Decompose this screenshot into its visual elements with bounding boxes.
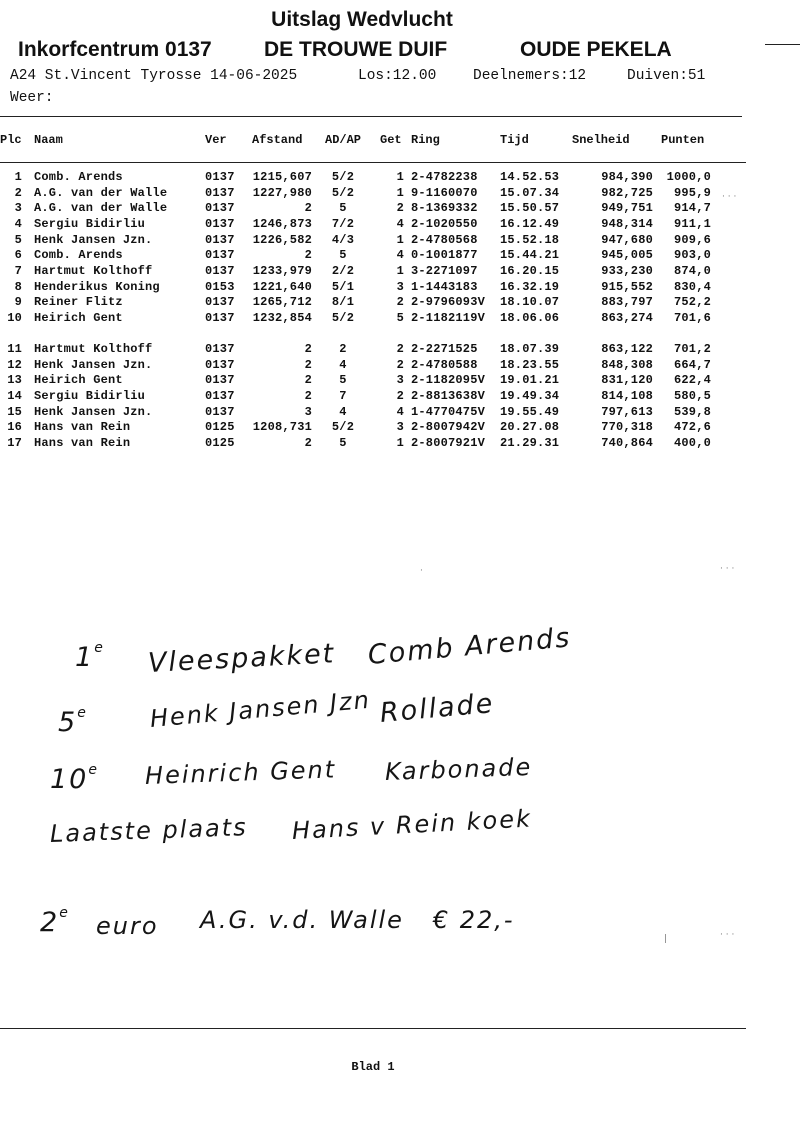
cell-punten: 400,0 bbox=[673, 436, 711, 450]
cell-snelheid: 933,230 bbox=[601, 264, 653, 278]
col-ver: Ver bbox=[205, 133, 227, 147]
cell-get: 2 bbox=[396, 389, 404, 403]
cell-naam: Heirich Gent bbox=[34, 311, 123, 325]
cell-afstand: 2 bbox=[304, 436, 312, 450]
cell-tijd: 15.52.18 bbox=[500, 233, 560, 247]
release-time: Los:12.00 bbox=[358, 68, 437, 84]
cell-plc: 13 bbox=[7, 373, 22, 387]
cell-ring: 2-2271525 bbox=[411, 342, 478, 356]
cell-punten: 701,6 bbox=[673, 311, 711, 325]
note-line: Laatste plaats bbox=[49, 813, 249, 848]
cell-naam: Comb. Arends bbox=[34, 248, 123, 262]
cell-snelheid: 814,108 bbox=[601, 389, 653, 403]
cell-tijd: 15.07.34 bbox=[500, 186, 560, 200]
cell-punten: 701,2 bbox=[673, 342, 711, 356]
col-punten: Punten bbox=[661, 133, 705, 147]
cell-punten: 472,6 bbox=[673, 420, 711, 434]
cell-afstand: 2 bbox=[304, 358, 312, 372]
note-line: Henk Jansen Jzn bbox=[148, 685, 372, 733]
note-line: Rollade bbox=[378, 688, 496, 729]
cell-ver: 0137 bbox=[205, 233, 235, 247]
club-place: OUDE PEKELA bbox=[520, 38, 672, 61]
cell-get: 5 bbox=[396, 311, 404, 325]
cell-afstand: 2 bbox=[304, 389, 312, 403]
weather-label: Weer: bbox=[10, 90, 54, 106]
cell-ver: 0137 bbox=[205, 389, 235, 403]
cell-snelheid: 949,751 bbox=[601, 201, 653, 215]
cell-ver: 0137 bbox=[205, 264, 235, 278]
cell-get: 4 bbox=[396, 217, 404, 231]
note-line: 10e bbox=[50, 762, 99, 795]
cell-ring: 0-1001877 bbox=[411, 248, 478, 262]
cell-tijd: 18.23.55 bbox=[500, 358, 560, 372]
note-line: 1e bbox=[75, 640, 105, 673]
col-ring: Ring bbox=[411, 133, 440, 147]
note-line: euro bbox=[96, 912, 159, 940]
note-line: Hans v Rein koek bbox=[291, 804, 533, 845]
cell-afstand: 2 bbox=[304, 373, 312, 387]
cell-adap: 2/2 bbox=[331, 264, 355, 278]
cell-tijd: 19.49.34 bbox=[500, 389, 560, 403]
cell-get: 4 bbox=[396, 405, 404, 419]
cell-naam: Hartmut Kolthoff bbox=[34, 342, 153, 356]
cell-plc: 12 bbox=[7, 358, 22, 372]
cell-adap: 5/1 bbox=[331, 280, 355, 294]
note-line: 2e bbox=[40, 905, 70, 938]
cell-naam: Reiner Flitz bbox=[34, 295, 123, 309]
cell-naam: Henderikus Koning bbox=[34, 280, 160, 294]
cell-ver: 0125 bbox=[205, 420, 235, 434]
race-info: A24 St.Vincent Tyrosse 14-06-2025 bbox=[10, 68, 298, 84]
cell-punten: 1000,0 bbox=[666, 170, 711, 184]
cell-ver: 0137 bbox=[205, 342, 235, 356]
scan-speck: | bbox=[664, 934, 668, 944]
cell-adap: 4/3 bbox=[331, 233, 355, 247]
cell-snelheid: 982,725 bbox=[601, 186, 653, 200]
cell-afstand: 1265,712 bbox=[252, 295, 312, 309]
footer-rule bbox=[0, 1028, 746, 1029]
cell-tijd: 21.29.31 bbox=[500, 436, 560, 450]
cell-adap: 7/2 bbox=[331, 217, 355, 231]
cell-ring: 2-1182095V bbox=[411, 373, 486, 387]
cell-naam: Henk Jansen Jzn. bbox=[34, 358, 153, 372]
cell-ver: 0137 bbox=[205, 217, 235, 231]
cell-punten: 903,0 bbox=[673, 248, 711, 262]
cell-adap: 4 bbox=[339, 358, 347, 372]
cell-adap: 2 bbox=[339, 342, 347, 356]
col-afstand: Afstand bbox=[252, 133, 303, 147]
cell-afstand: 2 bbox=[304, 342, 312, 356]
cell-afstand: 1232,854 bbox=[252, 311, 312, 325]
cell-punten: 539,8 bbox=[673, 405, 711, 419]
cell-punten: 874,0 bbox=[673, 264, 711, 278]
scan-speck: · · · bbox=[720, 930, 735, 940]
cell-plc: 1 bbox=[14, 170, 22, 184]
cell-plc: 2 bbox=[14, 186, 22, 200]
cell-snelheid: 863,274 bbox=[601, 311, 653, 325]
cell-snelheid: 915,552 bbox=[601, 280, 653, 294]
cell-plc: 15 bbox=[7, 405, 22, 419]
cell-ver: 0137 bbox=[205, 201, 235, 215]
cell-get: 1 bbox=[396, 264, 404, 278]
scan-speck: · · · bbox=[722, 192, 737, 202]
cell-tijd: 18.06.06 bbox=[500, 311, 560, 325]
cell-tijd: 20.27.08 bbox=[500, 420, 560, 434]
cell-snelheid: 831,120 bbox=[601, 373, 653, 387]
cell-punten: 911,1 bbox=[673, 217, 711, 231]
col-naam: Naam bbox=[34, 133, 63, 147]
cell-naam: A.G. van der Walle bbox=[34, 201, 168, 215]
cell-punten: 830,4 bbox=[673, 280, 711, 294]
cell-naam: Henk Jansen Jzn. bbox=[34, 233, 153, 247]
cell-afstand: 2 bbox=[304, 248, 312, 262]
cell-punten: 622,4 bbox=[673, 373, 711, 387]
cell-plc: 11 bbox=[7, 342, 22, 356]
cell-ver: 0137 bbox=[205, 311, 235, 325]
cell-snelheid: 883,797 bbox=[601, 295, 653, 309]
cell-afstand: 1226,582 bbox=[252, 233, 312, 247]
cell-get: 3 bbox=[396, 373, 404, 387]
cell-plc: 10 bbox=[7, 311, 22, 325]
table-rule bbox=[0, 162, 746, 163]
cell-tijd: 14.52.53 bbox=[500, 170, 560, 184]
cell-adap: 5/2 bbox=[331, 186, 355, 200]
scan-speck: · bbox=[420, 566, 423, 576]
cell-snelheid: 947,680 bbox=[601, 233, 653, 247]
col-get: Get bbox=[380, 133, 402, 147]
cell-punten: 664,7 bbox=[673, 358, 711, 372]
note-line: A.G. v.d. Walle € 22,- bbox=[200, 906, 515, 934]
cell-afstand: 1233,979 bbox=[252, 264, 312, 278]
cell-snelheid: 984,390 bbox=[601, 170, 653, 184]
cell-naam: Sergiu Bidirliu bbox=[34, 217, 146, 231]
col-plc: Plc bbox=[0, 133, 22, 147]
cell-ver: 0137 bbox=[205, 248, 235, 262]
cell-plc: 16 bbox=[7, 420, 22, 434]
cell-adap: 5 bbox=[339, 373, 347, 387]
cell-punten: 752,2 bbox=[673, 295, 711, 309]
cell-naam: A.G. van der Walle bbox=[34, 186, 168, 200]
cell-get: 2 bbox=[396, 358, 404, 372]
cell-ver: 0153 bbox=[205, 280, 235, 294]
cell-naam: Sergiu Bidirliu bbox=[34, 389, 146, 403]
cell-tijd: 15.50.57 bbox=[500, 201, 560, 215]
cell-get: 2 bbox=[396, 342, 404, 356]
cell-adap: 5/2 bbox=[331, 420, 355, 434]
cell-punten: 909,6 bbox=[673, 233, 711, 247]
cell-naam: Hartmut Kolthoff bbox=[34, 264, 153, 278]
col-tijd: Tijd bbox=[500, 133, 529, 147]
cell-tijd: 18.07.39 bbox=[500, 342, 560, 356]
cell-ring: 1-4770475V bbox=[411, 405, 486, 419]
cell-snelheid: 740,864 bbox=[601, 436, 653, 450]
cell-ring: 2-9796093V bbox=[411, 295, 486, 309]
cell-ring: 2-4780568 bbox=[411, 233, 478, 247]
participants-count: Deelnemers:12 bbox=[473, 68, 587, 84]
cell-afstand: 2 bbox=[304, 201, 312, 215]
pigeons-count: Duiven:51 bbox=[627, 68, 706, 84]
cell-afstand: 3 bbox=[304, 405, 312, 419]
cell-naam: Heirich Gent bbox=[34, 373, 123, 387]
cell-afstand: 1221,640 bbox=[252, 280, 312, 294]
cell-get: 1 bbox=[396, 233, 404, 247]
cell-tijd: 16.12.49 bbox=[500, 217, 560, 231]
cell-ring: 2-8007921V bbox=[411, 436, 486, 450]
cell-plc: 9 bbox=[14, 295, 22, 309]
page-title: Uitslag Wedvlucht bbox=[271, 8, 453, 31]
cell-ver: 0137 bbox=[205, 170, 235, 184]
cell-plc: 14 bbox=[7, 389, 22, 403]
cell-snelheid: 948,314 bbox=[601, 217, 653, 231]
col-snelheid: Snelheid bbox=[572, 133, 630, 147]
cell-plc: 8 bbox=[14, 280, 22, 294]
cell-afstand: 1215,607 bbox=[252, 170, 312, 184]
cell-naam: Hans van Rein bbox=[34, 436, 131, 450]
cell-ring: 1-1443183 bbox=[411, 280, 478, 294]
cell-get: 1 bbox=[396, 436, 404, 450]
cell-afstand: 1208,731 bbox=[252, 420, 312, 434]
cell-get: 2 bbox=[396, 295, 404, 309]
cell-afstand: 1227,980 bbox=[252, 186, 312, 200]
cell-ring: 2-4780588 bbox=[411, 358, 478, 372]
cell-tijd: 19.01.21 bbox=[500, 373, 560, 387]
cell-adap: 8/1 bbox=[331, 295, 355, 309]
col-adap: AD/AP bbox=[325, 133, 362, 147]
cell-punten: 995,9 bbox=[673, 186, 711, 200]
cell-ring: 2-8813638V bbox=[411, 389, 486, 403]
cell-ver: 0137 bbox=[205, 358, 235, 372]
cell-tijd: 19.55.49 bbox=[500, 405, 560, 419]
cell-snelheid: 848,308 bbox=[601, 358, 653, 372]
cell-punten: 914,7 bbox=[673, 201, 711, 215]
cell-snelheid: 770,318 bbox=[601, 420, 653, 434]
cell-get: 1 bbox=[396, 170, 404, 184]
note-line: Karbonade bbox=[384, 752, 533, 786]
cell-adap: 5 bbox=[339, 201, 347, 215]
cell-adap: 5/2 bbox=[331, 170, 355, 184]
cell-plc: 7 bbox=[14, 264, 22, 278]
cell-ver: 0125 bbox=[205, 436, 235, 450]
cell-tijd: 16.20.15 bbox=[500, 264, 560, 278]
cell-ring: 2-1182119V bbox=[411, 311, 486, 325]
cell-plc: 5 bbox=[14, 233, 22, 247]
cell-naam: Comb. Arends bbox=[34, 170, 123, 184]
margin-mark bbox=[765, 44, 800, 45]
cell-get: 3 bbox=[396, 280, 404, 294]
cell-ver: 0137 bbox=[205, 295, 235, 309]
cell-get: 3 bbox=[396, 420, 404, 434]
cell-ver: 0137 bbox=[205, 186, 235, 200]
cell-ring: 8-1369332 bbox=[411, 201, 478, 215]
page-number: Blad 1 bbox=[351, 1060, 395, 1074]
cell-ver: 0137 bbox=[205, 373, 235, 387]
cell-plc: 3 bbox=[14, 201, 22, 215]
cell-snelheid: 797,613 bbox=[601, 405, 653, 419]
cell-ring: 2-8007942V bbox=[411, 420, 486, 434]
cell-snelheid: 945,005 bbox=[601, 248, 653, 262]
cell-plc: 6 bbox=[14, 248, 22, 262]
cell-adap: 5 bbox=[339, 248, 347, 262]
cell-get: 4 bbox=[396, 248, 404, 262]
cell-punten: 580,5 bbox=[673, 389, 711, 403]
cell-tijd: 15.44.21 bbox=[500, 248, 560, 262]
note-line: Comb Arends bbox=[366, 622, 573, 671]
cell-tijd: 18.10.07 bbox=[500, 295, 560, 309]
cell-ring: 3-2271097 bbox=[411, 264, 478, 278]
cell-ver: 0137 bbox=[205, 405, 235, 419]
cell-plc: 17 bbox=[7, 436, 22, 450]
cell-get: 2 bbox=[396, 201, 404, 215]
cell-naam: Henk Jansen Jzn. bbox=[34, 405, 153, 419]
scan-speck: · · · bbox=[720, 564, 735, 574]
cell-snelheid: 863,122 bbox=[601, 342, 653, 356]
cell-naam: Hans van Rein bbox=[34, 420, 131, 434]
cell-adap: 7 bbox=[339, 389, 347, 403]
note-line: 5e bbox=[58, 705, 88, 738]
cell-adap: 4 bbox=[339, 405, 347, 419]
cell-ring: 2-1020550 bbox=[411, 217, 478, 231]
note-line: Vleespakket bbox=[147, 638, 336, 679]
inkorfcentrum-label: Inkorfcentrum 0137 bbox=[18, 38, 212, 61]
note-line: Heinrich Gent bbox=[144, 755, 337, 790]
cell-adap: 5 bbox=[339, 436, 347, 450]
cell-ring: 9-1160070 bbox=[411, 186, 478, 200]
cell-tijd: 16.32.19 bbox=[500, 280, 560, 294]
club-name: DE TROUWE DUIF bbox=[264, 38, 448, 61]
cell-ring: 2-4782238 bbox=[411, 170, 478, 184]
cell-plc: 4 bbox=[14, 217, 22, 231]
cell-adap: 5/2 bbox=[331, 311, 355, 325]
header-rule bbox=[0, 116, 742, 117]
cell-get: 1 bbox=[396, 186, 404, 200]
cell-afstand: 1246,873 bbox=[252, 217, 312, 231]
